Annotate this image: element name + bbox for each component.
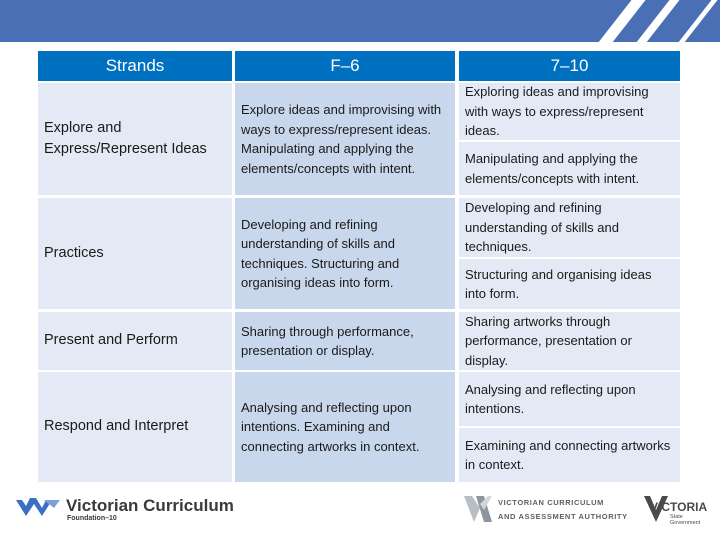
strand-respond <box>38 372 232 482</box>
strand-practices-label: Practices <box>44 244 104 261</box>
y710-practices-b <box>459 259 680 309</box>
y710-explore-a-text: Exploring ideas and improvising with ways to express/represent ideas. <box>465 84 649 139</box>
y710-practices-b-text: Structuring and organising ideas into form. <box>465 266 652 301</box>
y710-practices-a-text: Developing and refining understanding of skills and techniques. <box>465 200 619 255</box>
header-f6 <box>235 51 455 81</box>
victoria-subtitle: State Government <box>670 514 701 526</box>
strand-practices <box>38 198 232 309</box>
vc-subtitle: Foundation–10 <box>67 515 117 522</box>
y710-respond-b-text: Examining and connecting artworks in context. <box>465 437 671 472</box>
strand-present <box>38 312 232 370</box>
y710-present <box>459 312 680 370</box>
y710-respond-a <box>459 372 680 426</box>
strand-present-label: Present and Perform <box>44 332 178 349</box>
y710-present-text: Sharing artworks through performance, presentation or display. <box>465 313 632 368</box>
y710-explore-a <box>459 83 680 140</box>
f6-present-text: Sharing through performance, presentation or display. <box>241 323 414 358</box>
vc-title: Victorian Curriculum <box>66 496 234 515</box>
victorian-curriculum-logo-icon <box>14 496 62 520</box>
y710-practices-a <box>459 198 680 257</box>
vcaa-line-2: AND ASSESSMENT AUTHORITY <box>498 512 628 521</box>
f6-present <box>235 312 455 370</box>
strand-explore-label: Explore and Express/Represent Ideas <box>44 120 207 157</box>
y710-respond-a-text: Analysing and reflecting upon intentions. <box>465 381 636 416</box>
top-banner <box>0 0 720 42</box>
header-710 <box>459 51 680 81</box>
strand-respond-label: Respond and Interpret <box>44 418 189 435</box>
header-strands-label: Strands <box>105 56 165 76</box>
y710-explore-b <box>459 142 680 195</box>
header-f6-label: F–6 <box>330 56 360 76</box>
vcaa-logo-icon <box>462 494 494 524</box>
header-710-label: 7–10 <box>550 56 589 76</box>
y710-explore-b-text: Manipulating and applying the elements/concepts with intent. <box>465 151 640 186</box>
y710-respond-b <box>459 428 680 482</box>
f6-practices <box>235 198 455 309</box>
header-strands <box>38 51 232 81</box>
strand-explore <box>38 83 232 195</box>
f6-practices-text: Developing and refining understanding of skills and techniques. Structuring and organising ideas into form. <box>241 216 400 290</box>
f6-respond <box>235 372 455 482</box>
f6-explore <box>235 83 455 195</box>
f6-respond-text: Analysing and reflecting upon intentions. Examining and connecting artworks in context. <box>241 399 420 454</box>
vcaa-line-1: VICTORIAN CURRICULUM <box>498 498 605 507</box>
victoria-title: VICTORIA <box>650 500 708 514</box>
f6-explore-text: Explore ideas and improvising with ways to express/represent ideas. Manipulating and applying the elements/concepts with intent. <box>241 102 442 176</box>
